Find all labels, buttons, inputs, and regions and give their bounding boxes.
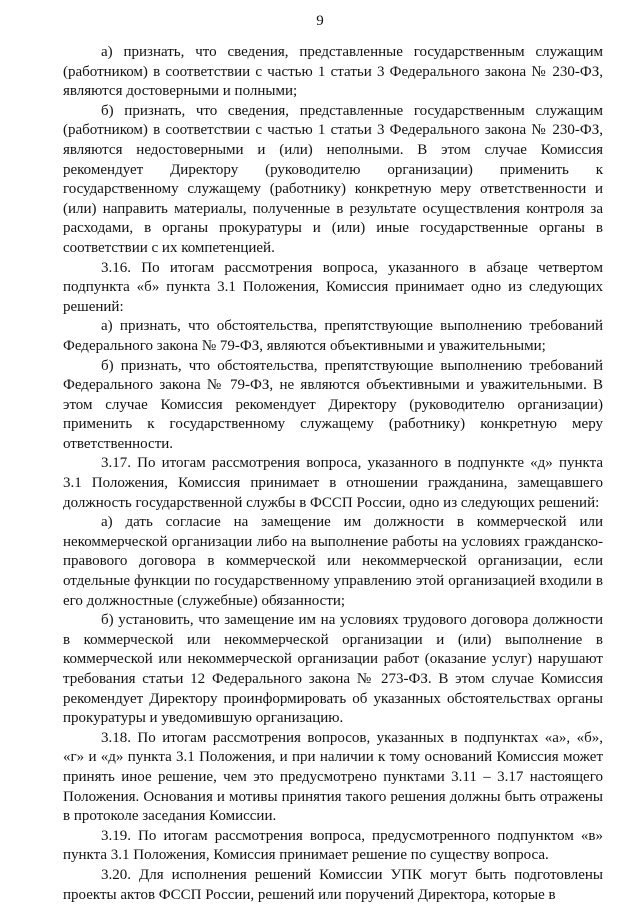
paragraph-3-17-a: а) дать согласие на замещение им должности в коммерческой или некоммерческой организации либо на выполнение работы на условиях гражданско-правового договора в коммерческой или некоммерческой организации, если отдельные функции по государственному управлению этой организацией входили в его должностные (служебные) обязанности; [63,514,603,609]
paragraph-3-15-b: б) признать, что сведения, представленные государственным служащим (работником) в соответствии с частью 1 статьи 3 Федерального закона № 230-ФЗ, являются недостоверными и (или) неполными. В этом случае Комиссия рекомендует Директору (руководителю организации) применить к государственному служащему (работнику) конкретную меру ответственности и (или) направить материалы, полученные в результате осуществления контроля за расходами, в органы прокуратуры и (или) иные государственные органы в соответствии с их компетенцией. [63,102,603,256]
page-number: 9 [316,13,324,29]
paragraph-3-15-a: а) признать, что сведения, представленные государственным служащим (работником) в соответствии с частью 1 статьи 3 Федерального закона № 230-ФЗ, являются достоверными и полными; [63,44,603,100]
paragraph-3-19: 3.19. По итогам рассмотрения вопроса, предусмотренного подпунктом «в» пункта 3.1 Положения, Комиссия принимает решение по существу вопроса. [63,827,603,864]
paragraph-3-20: 3.20. Для исполнения решений Комиссии УПК могут быть подготовлены проекты актов ФССП России, решений или поручений Директора, которые в [63,866,603,903]
paragraph-3-17-b: б) установить, что замещение им на условиях трудового договора должности в коммерческой или некоммерческой организации и (или) выполнение в коммерческой или некоммерческой организации работ (оказание услуг) нарушают требования статьи 12 Федерального закона № 273-ФЗ. В этом случае Комиссия рекомендует Директору проинформировать об указанных обстоятельствах органы прокуратуры и уведомившую организацию. [63,612,603,727]
paragraph-3-17: 3.17. По итогам рассмотрения вопроса, указанного в подпункте «д» пункта 3.1 Положения, Комиссия принимает в отношении гражданина, замещавшего должность государственной службы в ФССП России, одно из следующих решений: [63,455,603,511]
paragraph-3-16: 3.16. По итогам рассмотрения вопроса, указанного в абзаце четвертом подпункта «б» пункта 3.1 Положения, Комиссия принимает одно из следующих решений: [63,259,603,315]
paragraph-3-16-b: б) признать, что обстоятельства, препятствующие выполнению требований Федерального закона № 79-ФЗ, не являются объективными и уважительными. В этом случае Комиссия рекомендует Директору (руководителю организации) применить к государственному служащему (работнику) конкретную меру ответственности. [63,357,603,452]
paragraph-3-18: 3.18. По итогам рассмотрения вопросов, указанных в подпунктах «а», «б», «г» и «д» пункта 3.1 Положения, и при наличии к тому оснований Комиссия может принять иное решение, чем это предусмотрено пунктами 3.11 – 3.17 настоящего Положения. Основания и мотивы принятия такого решения должны быть отражены в протоколе заседания Комиссии. [63,729,603,825]
paragraph-3-16-a: а) признать, что обстоятельства, препятствующие выполнению требований Федерального закона № 79-ФЗ, являются объективными и уважительными; [63,318,603,354]
document-body [63,43,603,905]
